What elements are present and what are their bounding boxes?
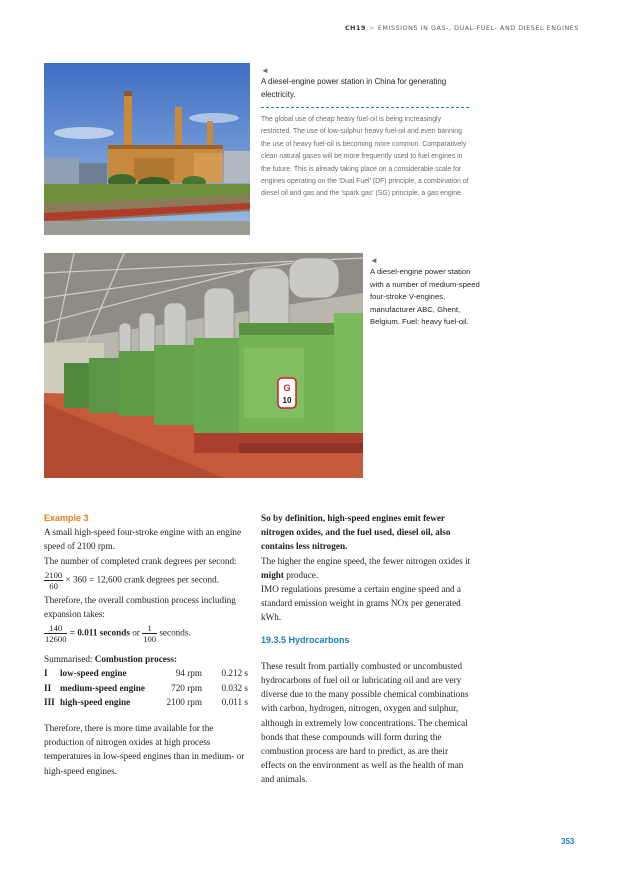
row-number: I [44,668,48,679]
table-row [44,681,248,695]
equation-or: or [132,627,140,638]
summary-table [44,666,248,709]
page-number: 353 [561,837,575,846]
caption-engine-hall [370,256,480,329]
bold-statement: So by definition, high-speed engines emit fewer nitrogen oxides, and the fuel used, diesel oil, also contains less nitrogen. [261,513,451,552]
summary-bold: Combustion process: [94,654,178,665]
paragraph [261,554,473,582]
equation-tail: seconds. [159,627,191,638]
row-seconds: 0.212 s [221,668,248,679]
equation-result: = 0.011 seconds [69,627,130,638]
caption-divider [261,107,469,108]
chapter-label: CH19 [344,25,367,32]
row-name: low-speed engine [60,668,127,679]
fraction-numerator: 2100 [45,569,63,580]
equation-crank-degrees [44,570,254,591]
paragraph: A small high-speed four-stroke engine with an engine speed of 2100 rpm. [44,527,242,552]
row-rpm: 2100 rpm [166,696,202,707]
chevron-right-icon: > [369,25,375,32]
fraction-numerator: 140 [44,623,67,634]
paragraph: Therefore, the overall combustion process including expansion takes: [44,594,236,620]
section-heading: 19.3.5 Hydrocarbons [261,634,350,645]
fraction-denominator: 12600 [45,634,67,645]
table-row [44,695,248,709]
right-column [261,511,473,787]
row-name: high-speed engine [60,696,131,707]
power-station-photo [44,63,250,235]
table-row [44,666,248,680]
summary-label: Summarised: [44,654,93,665]
triangle-left-icon: ◄ [370,256,378,265]
paragraph: IMO regulations presume a certain engine speed and a standard emission weight in grams NOx per generated kWh. [261,584,462,623]
fraction-denominator: 100 [143,634,157,645]
engine-number-plate [278,378,296,408]
caption-title: A diesel-engine power station with a number of medium-speed four-stroke V-engines, manufacturer ABC, Ghent, Belgium. Fuel: heavy fuel-oil. [370,267,480,326]
caption-title: A diesel-engine power station in China for generating electricity. [261,77,447,99]
paragraph: Therefore, there is more time available for the production of nitrogen oxides at high process temperatures in low-speed engines than in medium- or high-speed engines. [44,723,245,776]
plate-letter: G [283,383,291,393]
triangle-left-icon: ◄ [261,66,269,75]
running-header [345,25,579,32]
equation-rest: × 360 = 12,600 crank degrees per second. [65,574,219,585]
left-column [44,511,254,778]
fraction-denominator: 60 [49,580,58,591]
caption-power-station [261,66,469,201]
caption-body: The global use of cheap heavy fuel-oil is being increasingly restricted. The use of low-sulphur heavy fuel-oil and even banning the use of heavy fuel-oil is becoming more common. Comparatively clean natural gases will be more frequently used to fuel engines in the future. This is already taking place on a considerable scale for engines operating on the 'Dual Fuel' (DF) principle, a combination of diesel oil and gas and the 'spark gas' (SG) principle, a gas engine. [261,116,469,198]
row-seconds: 0.032 s [221,682,248,693]
fraction-numerator: 1 [142,623,157,634]
text-run: produce. [286,569,319,580]
row-number: III [44,696,55,707]
paragraph: The number of completed crank degrees per second: [44,555,237,566]
row-number: II [44,682,52,693]
engine-hall-photo [44,253,363,478]
row-rpm: 94 rpm [175,668,202,679]
row-rpm: 720 rpm [171,682,202,693]
row-name: medium-speed engine [60,682,145,693]
chapter-title: EMISSIONS IN GAS-, DUAL-FUEL- AND DIESEL ENGINES [377,25,579,32]
example-heading: Example 3 [44,513,89,523]
paragraph: These result from partially combusted or uncombusted hydrocarbons of fuel oil or lubricating oil and are very diverse due to the many possible chemical combinations with carbon, hydrogen, nitrogen, oxygen and sulphur, although in extremely low concentrations. The chemical bonds that these compounds will form during the combustion process are hard to predict, as are their effects on the environment as well as the health of man and animals. [261,660,469,785]
text-run: The higher the engine speed, the fewer nitrogen oxides it [261,555,471,566]
row-seconds: 0.011 s [221,696,248,707]
summary-line [44,652,254,666]
equation-duration [44,623,254,644]
emphasis: might [261,569,284,580]
plate-number: 10 [282,396,292,405]
